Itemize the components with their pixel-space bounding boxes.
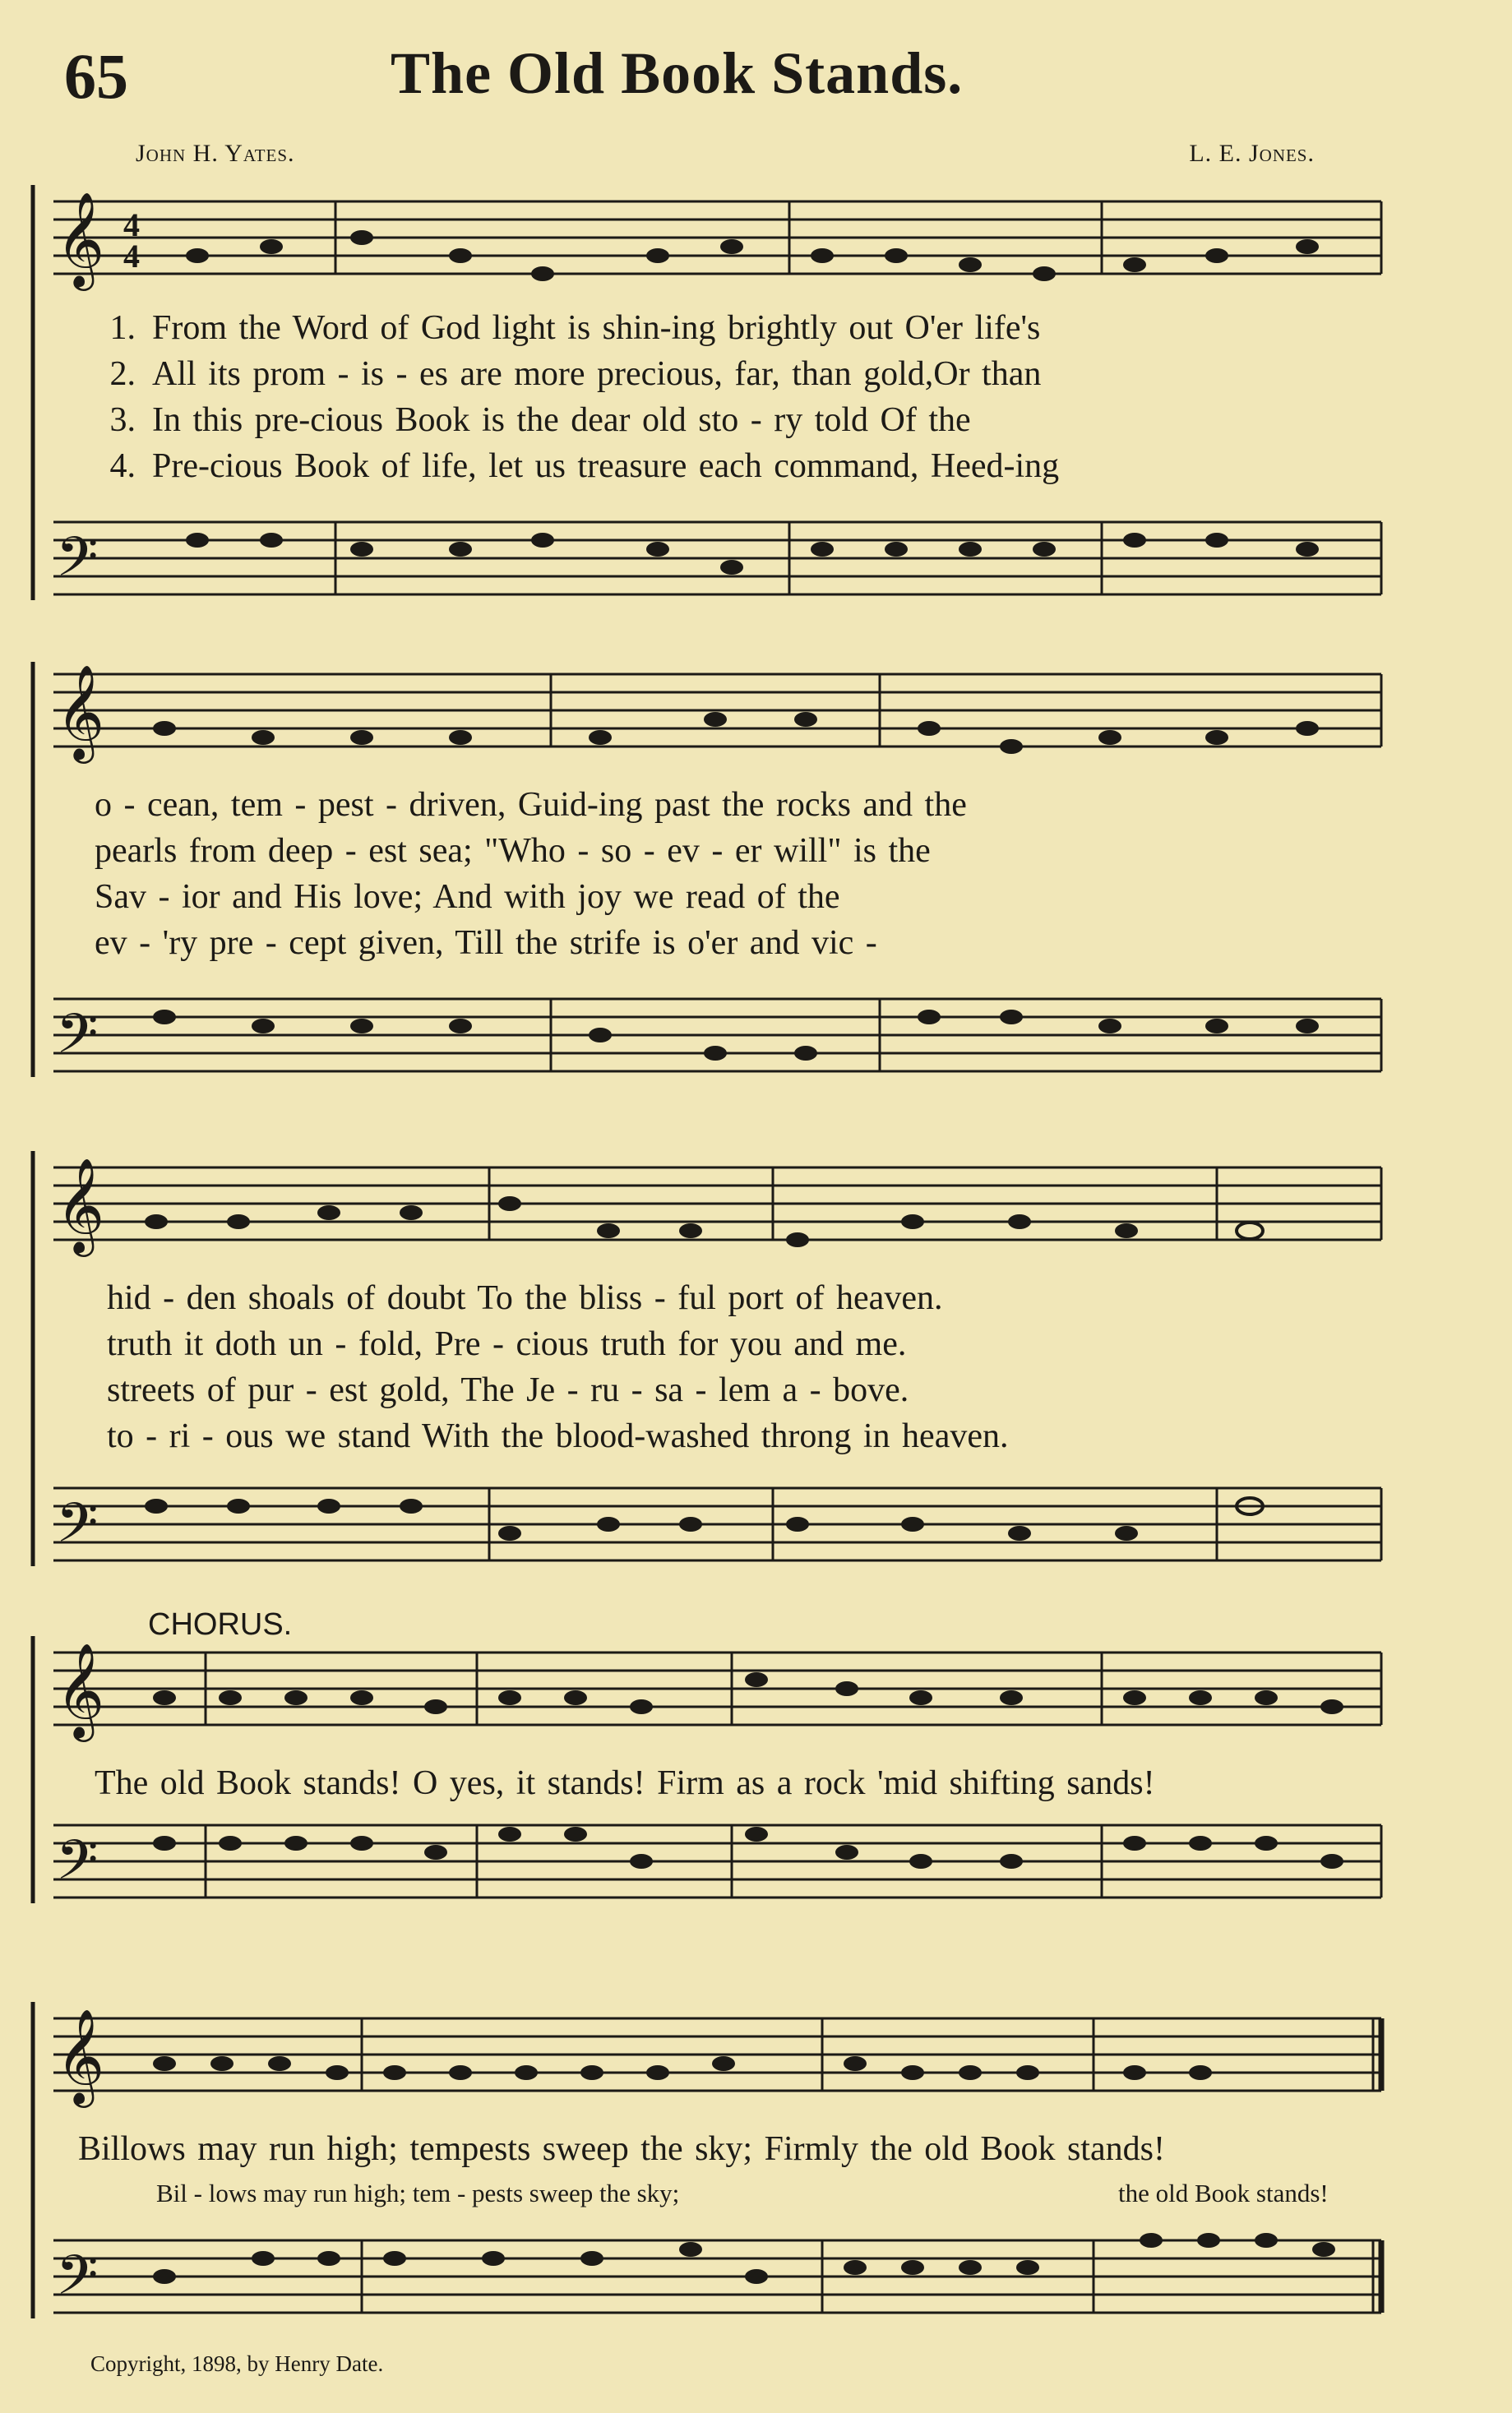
chorus-bass-staff-2 [33,2224,1381,2347]
chorus-treble-staff-1 [33,1636,1381,1759]
system2-treble-staff [33,658,1381,781]
svg-text:𝄞: 𝄞 [56,663,105,760]
system1-bass-staff [33,506,1381,629]
chorus-treble-staff-2 [33,2002,1381,2125]
verse-number: 3. [109,401,136,439]
system2-lyric-3: Sav - ior and His love; And with joy we read of the [95,878,840,916]
system3-lyric-2: truth it doth un - fold, Pre - cious truth for you and me. [107,1325,907,1363]
svg-text:𝄞: 𝄞 [56,1642,105,1738]
system3-treble-staff [33,1151,1381,1274]
chorus-lyric-2: Billows may run high; tempests sweep the sky; Firmly the old Book stands! [78,2130,1165,2168]
system3-lyric-4: to - ri - ous we stand With the blood-washed throng in heaven. [107,1417,1009,1455]
system2-bass-staff [33,982,1381,1106]
verse-text: In this pre-cious Book is the dear old sto - ry told Of the [152,401,971,439]
chorus-label: CHORUS. [148,1607,293,1642]
svg-text:𝄢: 𝄢 [56,1828,99,1905]
hymn-title: The Old Book Stands. [391,40,964,106]
svg-text:𝄢: 𝄢 [56,1002,99,1079]
system2-lyric-4: ev - 'ry pre - cept given, Till the strife is o'er and vic - [95,924,877,962]
verse-line-4 [58,446,1406,486]
verse-line-3 [58,400,1406,440]
chorus-bass-lyric-b: the old Book stands! [1118,2179,1329,2207]
svg-text:4: 4 [123,238,140,275]
verse-text: From the Word of God light is shin-ing brightly out O'er life's [152,309,1041,347]
svg-text:𝄞: 𝄞 [56,1157,105,1253]
svg-text:𝄢: 𝄢 [56,2244,99,2320]
system3-lyric-1: hid - den shoals of doubt To the bliss - ful port of heaven. [107,1279,943,1317]
verse-line-2 [58,354,1406,394]
composer-credit: L. E. Jones. [1189,140,1315,167]
verse-text: Pre-cious Book of life, let us treasure each command, Heed-ing [152,447,1060,485]
svg-text:𝄢: 𝄢 [56,525,99,602]
svg-text:𝄞: 𝄞 [56,191,105,287]
system2-lyric-2: pearls from deep - est sea; "Who - so - ev - er will" is the [95,832,931,870]
svg-text:𝄢: 𝄢 [56,1491,99,1568]
chorus-lyric-1: The old Book stands! O yes, it stands! Firm as a rock 'mid shifting sands! [95,1764,1155,1802]
system1-treble-staff [33,185,1381,308]
verse-number: 4. [109,447,136,485]
verse-number: 1. [109,309,136,347]
author-credit: John H. Yates. [136,140,295,167]
verse-number: 2. [109,355,136,393]
system3-lyric-3: streets of pur - est gold, The Je - ru - sa - lem a - bove. [107,1371,909,1409]
chorus-bass-lyric-a: Bil - lows may run high; tem - pests sweep the sky; [156,2179,680,2207]
system3-bass-staff [33,1472,1381,1595]
verse-line-1 [58,308,1406,348]
svg-text:4: 4 [123,206,140,243]
svg-text:𝄞: 𝄞 [56,2008,105,2104]
verse-text: All its prom - is - es are more precious, far, than gold,Or than [152,355,1042,393]
hymn-number: 65 [64,40,128,112]
chorus-bass-staff-1 [33,1809,1381,1932]
system2-lyric-1: o - cean, tem - pest - driven, Guid-ing past the rocks and the [95,786,967,824]
copyright-notice: Copyright, 1898, by Henry Date. [90,2351,384,2376]
